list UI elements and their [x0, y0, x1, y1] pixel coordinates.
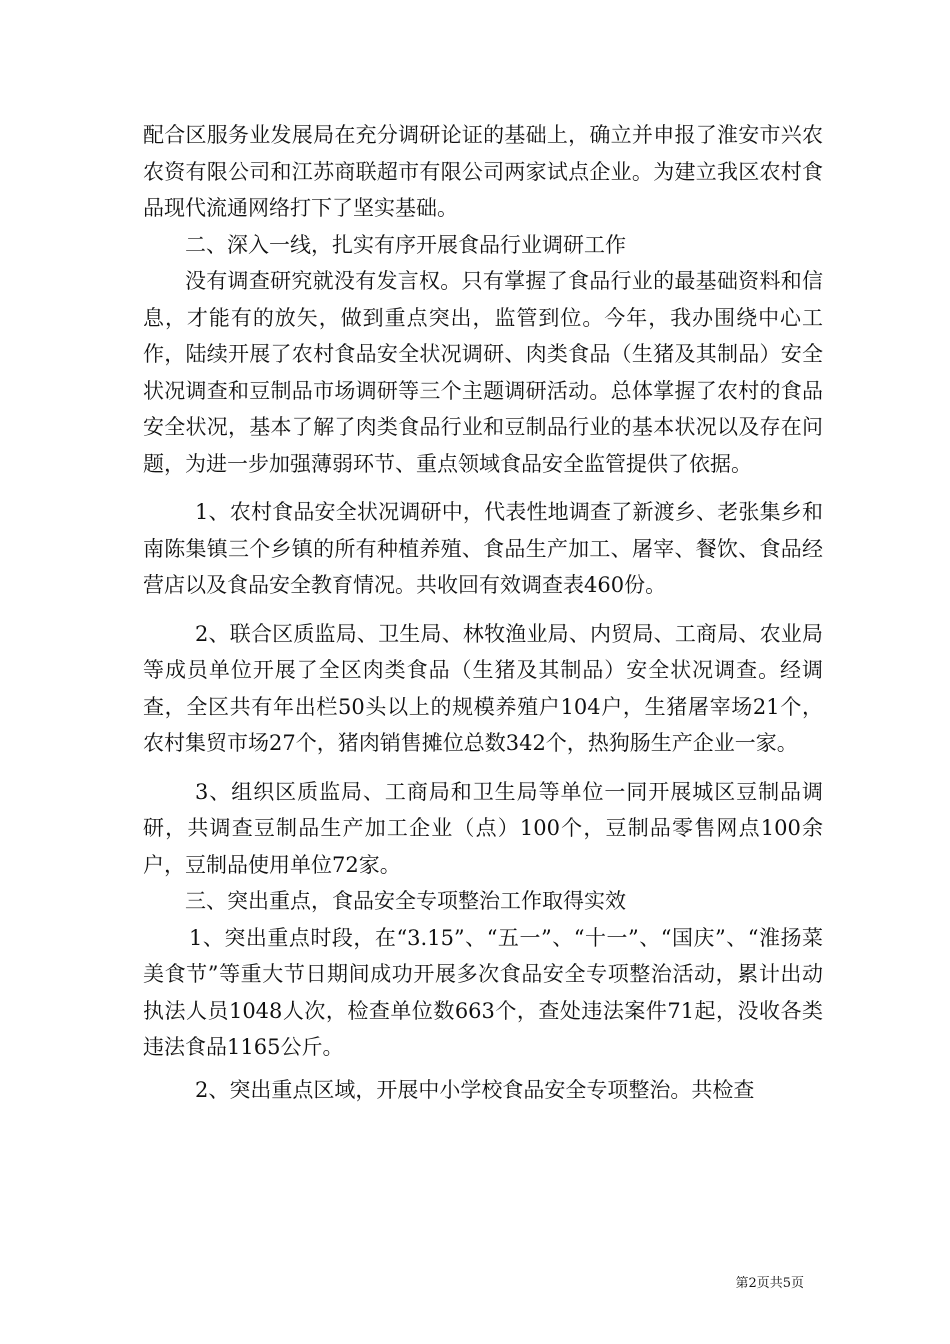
- paragraph-key-areas: 2、突出重点区域，开展中小学校食品安全专项整治。共检查: [195, 1077, 755, 1102]
- paragraph-bean-product-survey: 3、组织区质监局、工商局和卫生局等单位一同开展城区豆制品调研，共调查豆制品生产加工企业（点）100个，豆制品零售网点100余户，豆制品使用单位72家。: [143, 779, 823, 877]
- section-heading-special-rectification: 三、突出重点，食品安全专项整治工作取得实效: [185, 889, 626, 913]
- paragraph-service-industry-pilot: 配合区服务业发展局在充分调研论证的基础上，确立并申报了淮安市兴农农资有限公司和江苏商联超市有限公司两家试点企业。为建立我区农村食品现代流通网络打下了坚实基础。: [143, 123, 823, 220]
- paragraph-key-periods: 1、突出重点时段，在“3.15”、“五一”、“十一”、“国庆”、“淮扬菜美食节”等重大节日期间成功开展多次食品安全专项整治活动，累计出动执法人员1048人次，检查单位数663个，查处违法案件71起，没收各类违法食品1165公斤。: [143, 925, 823, 1059]
- document-body: [143, 117, 823, 1108]
- page-number-footer: 第2页共5页: [735, 1276, 804, 1291]
- section-heading-research: 二、深入一线，扎实有序开展食品行业调研工作: [185, 232, 626, 257]
- paragraph-research-overview: 没有调查研究就没有发言权。只有掌握了食品行业的最基础资料和信息，才能有的放矢，做到重点突出，监管到位。今年，我办围绕中心工作，陆续开展了农村食品安全状况调研、肉类食品（生猪及其制品）安全状况调查和豆制品市场调研等三个主题调研活动。总体掌握了农村的食品安全状况，基本了解了肉类食品行业和豆制品行业的基本状况以及存在问题，为进一步加强薄弱环节、重点领域食品安全监管提供了依据。: [143, 269, 823, 476]
- paragraph-meat-food-survey: 2、联合区质监局、卫生局、林牧渔业局、内贸局、工商局、农业局等成员单位开展了全区肉类食品（生猪及其制品）安全状况调查。经调查，全区共有年出栏50头以上的规模养殖户104户，生猪屠宰场21个，农村集贸市场27个，猪肉销售摊位总数342个，热狗肠生产企业一家。: [143, 621, 823, 755]
- paragraph-rural-food-survey: 1、农村食品安全状况调研中，代表性地调查了新渡乡、老张集乡和南陈集镇三个乡镇的所有种植养殖、食品生产加工、屠宰、餐饮、食品经营店以及食品安全教育情况。共收回有效调查表460份。: [143, 500, 823, 597]
